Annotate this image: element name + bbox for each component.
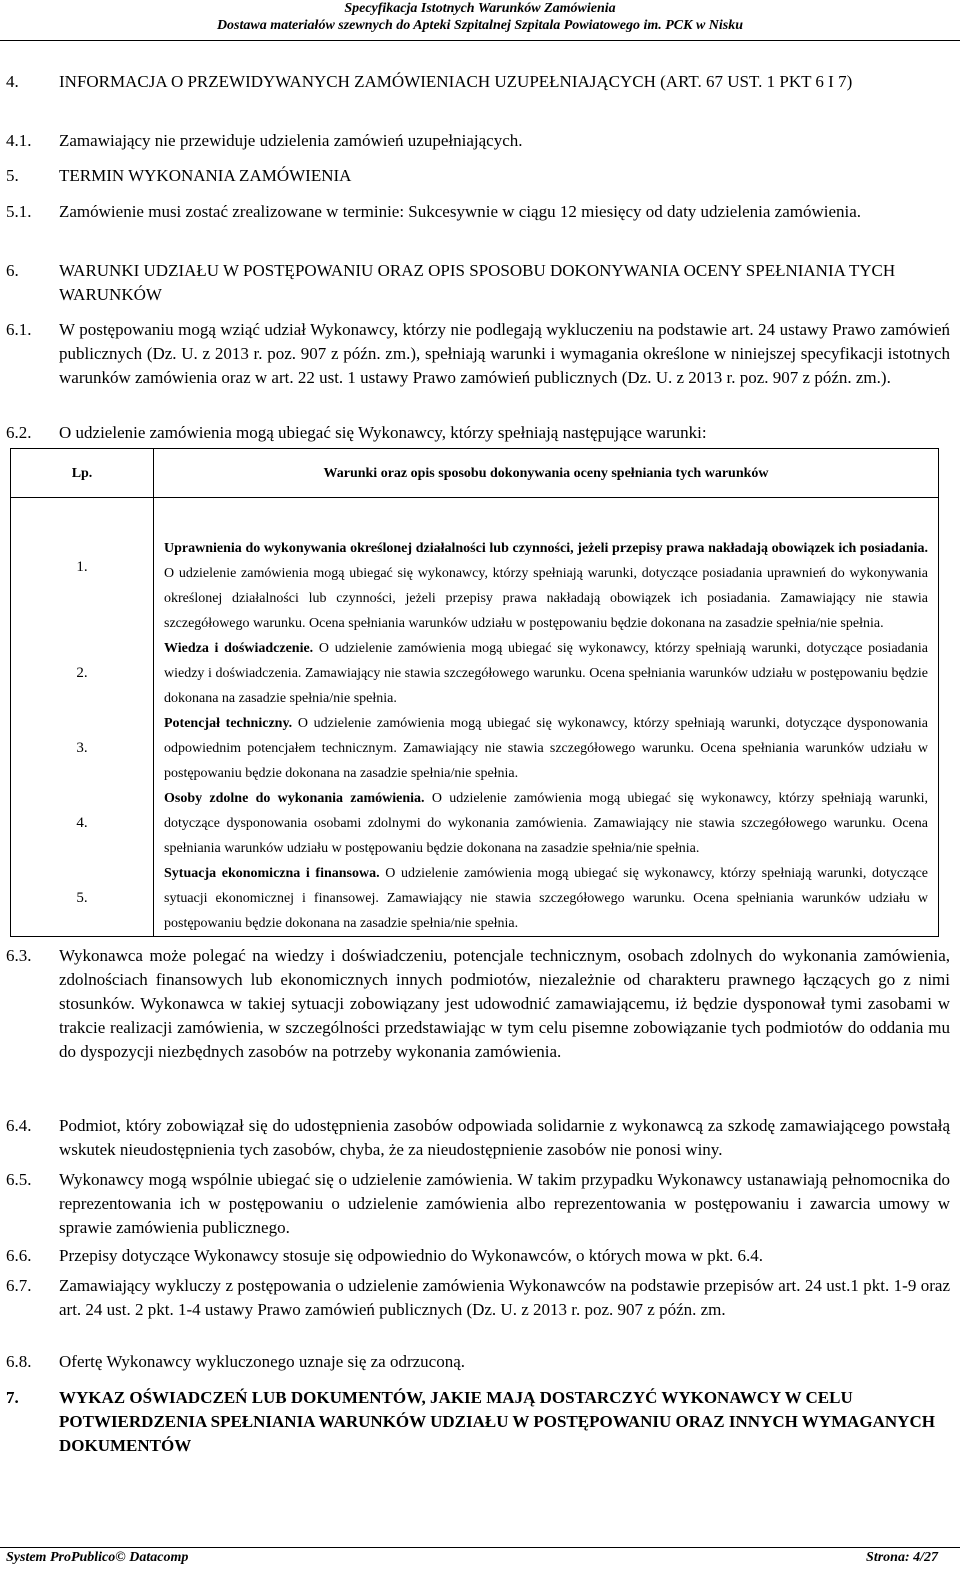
- section-number: 7.: [6, 1388, 19, 1407]
- footer-system-name: System ProPublico© Datacomp: [6, 1550, 189, 1565]
- section-number: 6.1.: [6, 320, 32, 339]
- section-number: 5.1.: [6, 202, 32, 221]
- section-number: 6.4.: [6, 1116, 32, 1135]
- row-number: 1.: [11, 498, 154, 637]
- row-number: 2.: [11, 636, 154, 711]
- header-subtitle: Dostawa materiałów szewnych do Apteki Szpitalnej Szpitala Powiatowego im. PCK w Nisku: [216, 18, 744, 33]
- section-text: O udzielenie zamówienia mogą ubiegać się Wykonawcy, którzy spełniają następujące warunki:: [59, 423, 707, 442]
- section-heading: WARUNKI UDZIAŁU W POSTĘPOWANIU ORAZ OPIS SPOSOBU DOKONYWANIA OCENY SPEŁNIANIA TYCH WARUNKÓW: [59, 261, 896, 304]
- table-row: [11, 861, 939, 937]
- page-header: [0, 0, 960, 42]
- section-text: Zamówienie musi zostać zrealizowane w terminie: Sukcesywnie w ciągu 12 miesięcy od daty udzielenia zamówienia.: [59, 202, 862, 221]
- section-text: Podmiot, który zobowiązał się do udostępnienia zasobów odpowiada solidarnie z wykonawcą za szkodę zamawiającego powstałą wskutek nieudostępnienia tych zasobów, chyba, że za nieudostępnienie zasobów nie ponosi winy.: [59, 1116, 950, 1159]
- section-number: 6.2.: [6, 423, 32, 442]
- row-body: O udzielenie zamówienia mogą ubiegać się wykonawcy, którzy spełniają warunki, dotyczące posiadania wiedzy i doświadczenia. Zamawiający nie stawia szczegółowego warunku. Ocena spełniania warunków udziału w postępowaniu będzie dokonana na zasadzie spełnia/nie spełnia.: [164, 641, 928, 706]
- row-title: Uprawnienia do wykonywania określonej działalności lub czynności, jeżeli przepisy prawa nakładają obowiązek ich posiadania.: [164, 541, 928, 556]
- row-body: O udzielenie zamówienia mogą ubiegać się wykonawcy, którzy spełniają warunki, dotyczące dysponowania osobami zdolnymi do wykonania zamówienia. Zamawiający nie stawia szczegółowego warunku. Ocena spełniania warunków udziału w postępowaniu będzie dokonana na zasadzie spełnia/nie spełnia.: [164, 791, 928, 856]
- row-description: [154, 498, 939, 637]
- section-text: Zamawiający wykluczy z postępowania o udzielenie zamówienia Wykonawców na podstawie przepisów art. 24 ust.1 pkt. 1-9 oraz art. 24 ust. 2 pkt. 1-4 ustawy Prawo zamówień publicznych (Dz. U. z 2013 r. poz. 907 z późn. zm.: [59, 1276, 950, 1319]
- row-body: O udzielenie zamówienia mogą ubiegać się wykonawcy, którzy spełniają warunki, dotyczące posiadania uprawnień do wykonywania określonej działalności lub czynności, jeżeli przepisy prawa nakładają obowiązek ich posiadania. Zamawiający nie stawia szczegółowego warunku. Ocena spełniania warunków udziału w postępowaniu będzie dokonana na zasadzie spełnia/nie spełnia.: [164, 566, 928, 631]
- header-divider: [0, 40, 960, 41]
- section-number: 6.5.: [6, 1170, 32, 1189]
- section-text: Wykonawca może polegać na wiedzy i doświadczeniu, potencjale technicznym, osobach zdolnych do wykonania zamówienia, zdolnościach finansowych lub ekonomicznych innych podmiotów, niezależnie od charakteru prawnego łączących go z nimi stosunków. Wykonawca w takiej sytuacji zobowiązany jest udowodnić zamawiającemu, iż będzie dysponował tymi zasobami w trakcie realizacji zamówienia, w szczególności przedstawiając w tym celu pisemne zobowiązanie tych podmiotów do oddania mu do dyspozycji niezbędnych zasobów na potrzeby wykonania zamówienia.: [59, 946, 950, 1061]
- section-number: 4.: [6, 72, 19, 91]
- section-heading: INFORMACJA O PRZEWIDYWANYCH ZAMÓWIENIACH UZUPEŁNIAJĄCYCH (ART. 67 UST. 1 PKT 6 I 7): [59, 72, 853, 91]
- header-title: Specyfikacja Istotnych Warunków Zamówienia: [344, 1, 616, 16]
- row-title: Sytuacja ekonomiczna i finansowa.: [164, 866, 380, 881]
- section-number: 4.1.: [6, 131, 32, 150]
- row-body: O udzielenie zamówienia mogą ubiegać się wykonawcy, którzy spełniają warunki, dotyczące sytuacji ekonomicznej i finansowej. Zamawiający nie stawia szczegółowego warunku. Ocena spełniania warunków udziału w postępowaniu będzie dokonana na zasadzie spełnia/nie spełnia.: [164, 866, 929, 931]
- footer-page-number: Strona: 4/27: [866, 1550, 938, 1565]
- section-text: Zamawiający nie przewiduje udzielenia zamówień uzupełniających.: [59, 131, 523, 150]
- table-header-row: [11, 449, 939, 498]
- row-title: Potencjał techniczny.: [164, 716, 293, 731]
- section-text: Przepisy dotyczące Wykonawcy stosuje się odpowiednio do Wykonawców, o których mowa w pkt. 6.4.: [59, 1246, 763, 1265]
- section-number: 6.3.: [6, 946, 32, 965]
- table-row: [11, 786, 939, 861]
- section-text: Wykonawcy mogą wspólnie ubiegać się o udzielenie zamówienia. W takim przypadku Wykonawcy ustanawiają pełnomocnika do reprezentowania ich w postępowaniu o udzielenie zamówienia albo reprezentowania w postępowaniu i zawarcia umowy w sprawie zamówienia publicznego.: [59, 1170, 950, 1237]
- section-text: Ofertę Wykonawcy wykluczonego uznaje się za odrzuconą.: [59, 1352, 466, 1371]
- section-number: 6.8.: [6, 1352, 32, 1371]
- section-number: 6.7.: [6, 1276, 32, 1295]
- row-description: [154, 786, 939, 861]
- section-text: W postępowaniu mogą wziąć udział Wykonawcy, którzy nie podlegają wykluczeniu na podstawie art. 24 ustawy Prawo zamówień publicznych (Dz. U. z 2013 r. poz. 907 z późn. zm.), spełniają warunki i wymagania określone w niniejszej specyfikacji istotnych warunków zamówienia oraz w art. 22 ust. 1 ustawy Prawo zamówień publicznych (Dz. U. z 2013 r. poz. 907 z późn. zm.).: [59, 320, 950, 387]
- table-row: [11, 498, 939, 637]
- row-title: Osoby zdolne do wykonania zamówienia.: [164, 791, 425, 806]
- row-title: Wiedza i doświadczenie.: [164, 641, 314, 656]
- row-description: [154, 636, 939, 711]
- row-description: [154, 711, 939, 786]
- section-heading: TERMIN WYKONANIA ZAMÓWIENIA: [59, 166, 352, 185]
- conditions-table: [10, 448, 939, 937]
- table-row: [11, 711, 939, 786]
- row-body: O udzielenie zamówienia mogą ubiegać się wykonawcy, którzy spełniają warunki, dotyczące dysponowania odpowiednim potencjałem technicznym. Zamawiający nie stawia szczegółowego warunku. Ocena spełniania warunków udziału w postępowaniu będzie dokonana na zasadzie spełnia/nie spełnia.: [164, 716, 928, 781]
- row-number: 4.: [11, 786, 154, 861]
- table-header-desc: Warunki oraz opis sposobu dokonywania oceny spełniania tych warunków: [154, 449, 939, 498]
- section-number: 6.: [6, 261, 19, 280]
- section-number: 6.6.: [6, 1246, 32, 1265]
- row-number: 3.: [11, 711, 154, 786]
- table-header-lp: Lp.: [11, 449, 154, 498]
- row-number: 5.: [11, 861, 154, 937]
- section-number: 5.: [6, 166, 19, 185]
- footer-divider: [0, 1547, 960, 1548]
- row-description: [154, 861, 939, 937]
- table-row: [11, 636, 939, 711]
- section-heading: WYKAZ OŚWIADCZEŃ LUB DOKUMENTÓW, JAKIE MAJĄ DOSTARCZYĆ WYKONAWCY W CELU POTWIERDZENIA SPEŁNIANIA WARUNKÓW UDZIAŁU W POSTĘPOWANIU ORAZ INNYCH WYMAGANYCH DOKUMENTÓW: [59, 1388, 935, 1455]
